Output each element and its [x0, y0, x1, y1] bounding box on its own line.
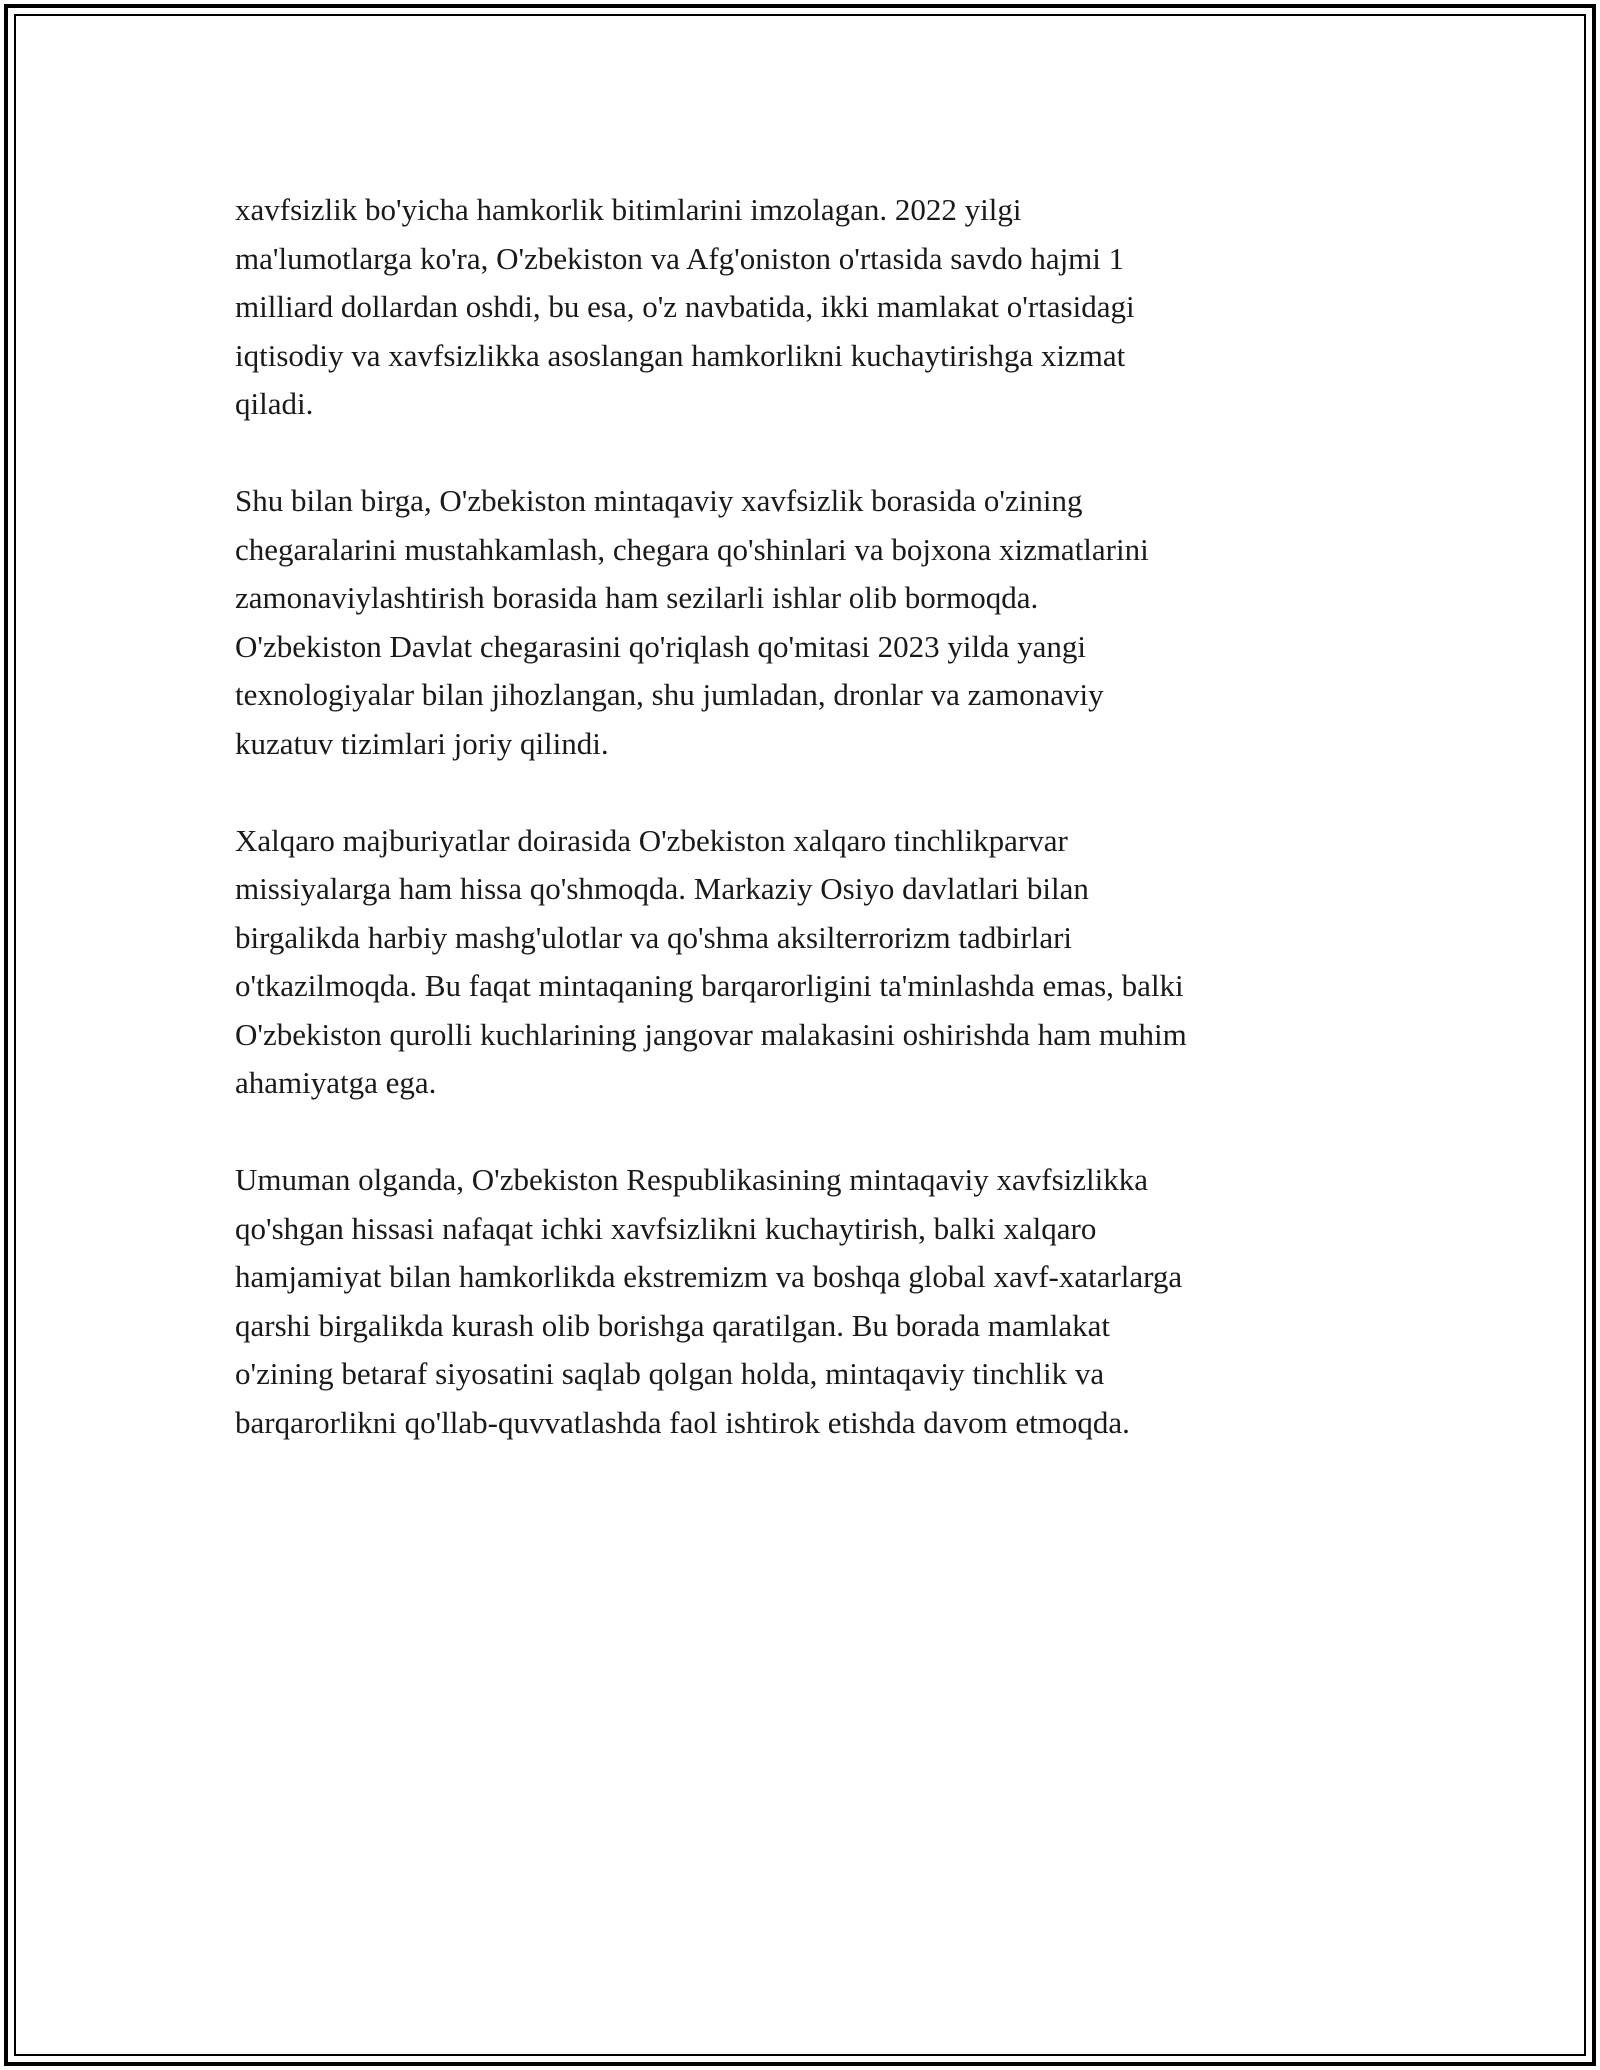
- paragraph-4: Umuman olganda, O'zbekiston Respublikasining mintaqaviy xavfsizlikka qo'shgan hissasi nafaqat ichki xavfsizlikni kuchaytirish, balki xalqaro hamjamiyat bilan hamkorlikda ekstremizm va boshqa global xavf-xatarlarga qarshi birgalikda kurash olib borishga qaratilgan. Bu borada mamlakat o'zining betaraf siyosatini saqlab qolgan holda, mintaqaviy tinchlik va barqarorlikni qo'llab-quvvatlashda faol ishtirok etishda davom etmoqda.: [235, 1162, 1183, 1440]
- document-body: [235, 186, 1385, 1496]
- paragraph-2: Shu bilan birga, O'zbekiston mintaqaviy xavfsizlik borasida o'zining chegaralarini mustahkamlash, chegara qo'shinlari va bojxona xizmatlarini zamonaviylashtirish borasida ham sezilarli ishlar olib bormoqda. O'zbekiston Davlat chegarasini qo'riqlash qo'mitasi 2023 yilda yangi texnologiyalar bilan jihozlangan, shu jumladan, dronlar va zamonaviy kuzatuv tizimlari joriy qilindi.: [235, 483, 1149, 761]
- paragraph-3: Xalqaro majburiyatlar doirasida O'zbekiston xalqaro tinchlikparvar missiyalarga ham hissa qo'shmoqda. Markaziy Osiyo davlatlari bilan birgalikda harbiy mashg'ulotlar va qo'shma aksilterrorizm tadbirlari o'tkazilmoqda. Bu faqat mintaqaning barqarorligini ta'minlashda emas, balki O'zbekiston qurolli kuchlarining jangovar malakasini oshirishda ham muhim ahamiyatga ega.: [235, 822, 1187, 1100]
- paragraph-1: xavfsizlik bo'yicha hamkorlik bitimlarini imzolagan. 2022 yilgi ma'lumotlarga ko'ra, O'zbekiston va Afg'oniston o'rtasida savdo hajmi 1 milliard dollardan oshdi, bu esa, o'z navbatida, ikki mamlakat o'rtasidagi iqtisodiy va xavfsizlikka asoslangan hamkorlikni kuchaytirishga xizmat qiladi.: [235, 192, 1135, 421]
